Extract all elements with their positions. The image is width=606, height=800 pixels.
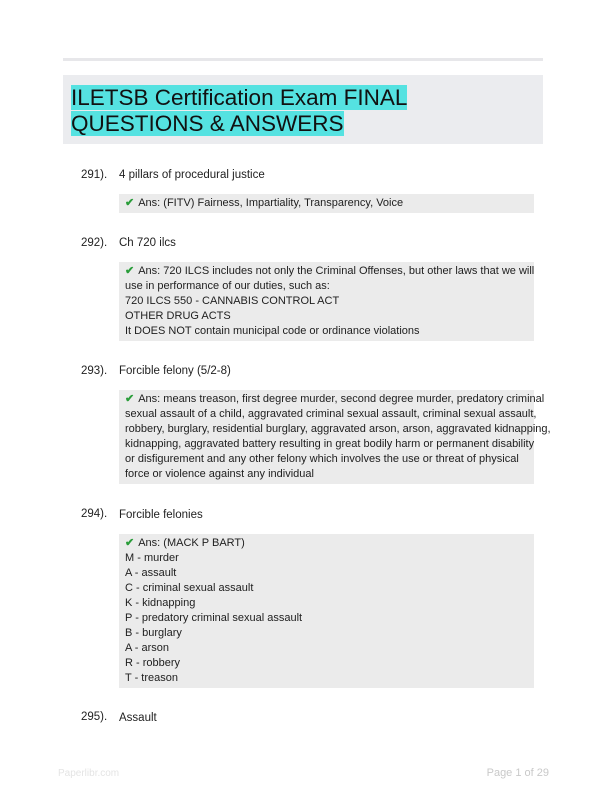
answer-line: ✔ Ans: (MACK P BART)	[125, 537, 245, 549]
check-icon: ✔	[125, 393, 135, 405]
check-icon: ✔	[125, 197, 135, 209]
answer-line: robbery, burglary, residential burglary, aggravated arson, arson, aggravated kidnapping,	[125, 423, 551, 435]
question-number: 292).	[81, 237, 108, 249]
question-text: Forcible felonies	[119, 509, 203, 521]
answer-line: use in performance of our duties, such as:	[125, 280, 330, 292]
answer-line: ✔ Ans: 720 ILCS includes not only the Criminal Offenses, but other laws that we will	[125, 265, 535, 277]
top-divider	[63, 58, 543, 61]
question-text: Forcible felony (5/2-8)	[119, 365, 231, 377]
answer-line: kidnapping, aggravated battery resulting in great bodily harm or permanent disability	[125, 438, 535, 450]
answer-line: C - criminal sexual assault	[125, 582, 254, 594]
answer-line: P - predatory criminal sexual assault	[125, 612, 303, 624]
answer-line: M - murder	[125, 552, 179, 564]
question-text: 4 pillars of procedural justice	[119, 169, 265, 181]
page-indicator: Page 1 of 29	[486, 767, 549, 779]
answer-line: R - robbery	[125, 657, 181, 669]
answer-box	[119, 262, 534, 341]
footer-watermark: Paperlibr.com	[58, 768, 120, 779]
answer-line: ✔ Ans: (FITV) Fairness, Impartiality, Transparency, Voice	[125, 197, 404, 209]
answer-line: K - kidnapping	[125, 597, 196, 609]
document-title: ILETSB Certification Exam FINAL QUESTIONS & ANSWERS	[71, 85, 408, 136]
answer-line: 720 ILCS 550 - CANNABIS CONTROL ACT	[125, 295, 340, 307]
question-number: 293).	[81, 365, 108, 377]
check-icon: ✔	[125, 265, 135, 277]
answer-line: A - arson	[125, 642, 170, 654]
check-icon: ✔	[125, 537, 135, 549]
question-text: Ch 720 ilcs	[119, 237, 176, 249]
answer-line: or disfigurement and any other felony which involves the use or threat of physical	[125, 453, 519, 465]
answer-line: B - burglary	[125, 627, 182, 639]
answer-box	[119, 390, 551, 484]
answer-box	[119, 194, 534, 213]
question-text: Assault	[119, 712, 157, 724]
answer-line: force or violence against any individual	[125, 468, 314, 480]
answer-line: It DOES NOT contain municipal code or ordinance violations	[125, 325, 420, 337]
answer-line: A - assault	[125, 567, 177, 579]
answer-line: T - treason	[125, 672, 178, 684]
question-number: 291).	[81, 169, 108, 181]
question-number: 294).	[81, 508, 108, 520]
answer-line: ✔ Ans: means treason, first degree murder, second degree murder, predatory criminal	[125, 393, 545, 405]
question-number: 295).	[81, 711, 108, 723]
answer-line: OTHER DRUG ACTS	[125, 310, 231, 322]
answer-box	[119, 534, 534, 688]
answer-line: sexual assault of a child, aggravated criminal sexual assault, criminal sexual assault,	[125, 408, 537, 420]
